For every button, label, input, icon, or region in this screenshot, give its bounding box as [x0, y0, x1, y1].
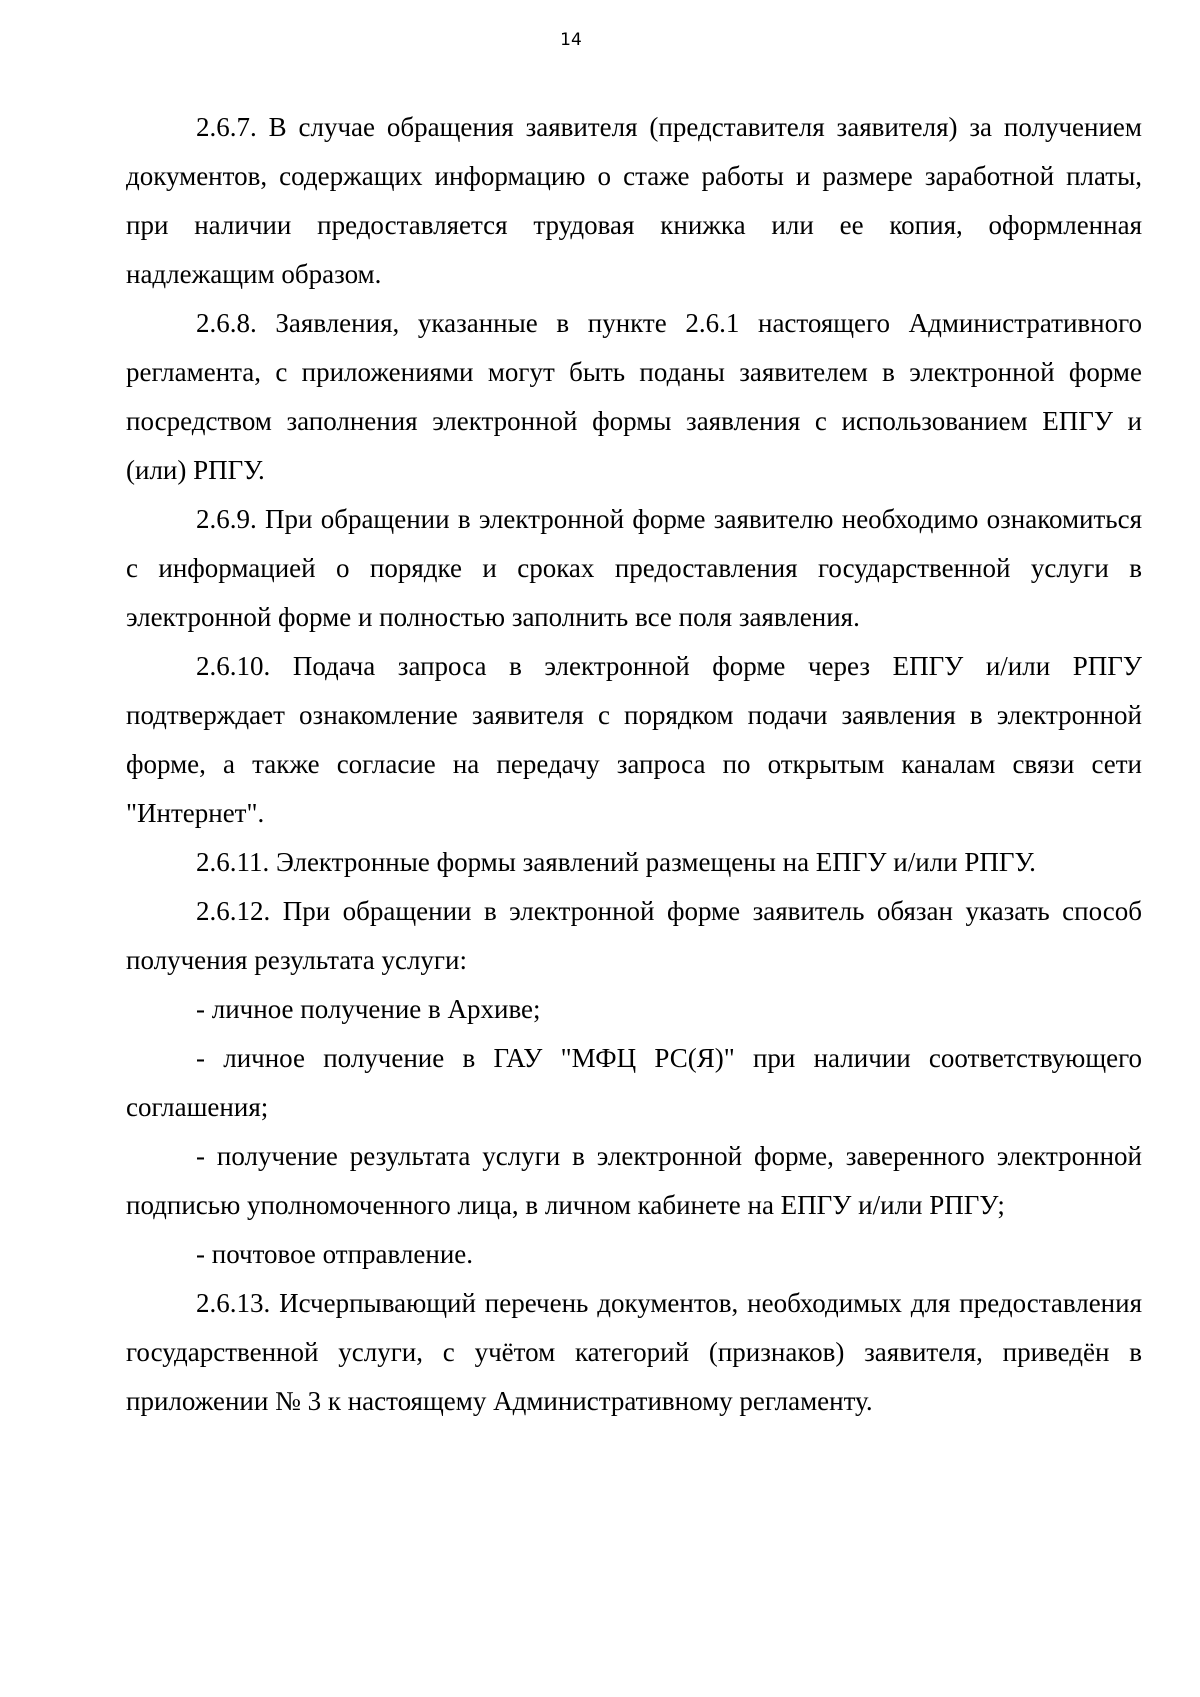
list-item-archive-pickup: - личное получение в Архиве;	[196, 994, 541, 1024]
list-item-electronic-result: - получение результата услуги в электронной форме, заверенного электронной подписью уполномоченного лица, в личном кабинете на ЕПГУ и/или РПГУ;	[126, 1141, 1142, 1220]
paragraph-2-6-7: 2.6.7. В случае обращения заявителя (представителя заявителя) за получением документов, содержащих информацию о стаже работы и размере заработной платы, при наличии предоставляется трудовая книжка или ее копия, оформленная надлежащим образом.	[126, 112, 1142, 289]
page-number: 14	[560, 30, 582, 50]
paragraph-2-6-9: 2.6.9. При обращении в электронной форме заявителю необходимо ознакомиться с информацией о порядке и сроках предоставления государственной услуги в электронной форме и полностью заполнить все поля заявления.	[126, 504, 1142, 632]
paragraph-2-6-12: 2.6.12. При обращении в электронной форме заявитель обязан указать способ получения результата услуги:	[126, 896, 1142, 975]
document-body	[126, 103, 1142, 1426]
paragraph-2-6-10: 2.6.10. Подача запроса в электронной форме через ЕПГУ и/или РПГУ подтверждает ознакомление заявителя с порядком подачи заявления в электронной форме, а также согласие на передачу запроса по открытым каналам связи сети "Интернет".	[126, 651, 1142, 828]
list-item-mfc-pickup: - личное получение в ГАУ "МФЦ РС(Я)" при наличии соответствующего соглашения;	[126, 1043, 1142, 1122]
paragraph-2-6-13: 2.6.13. Исчерпывающий перечень документов, необходимых для предоставления государственной услуги, с учётом категорий (признаков) заявителя, приведён в приложении № 3 к настоящему Административному регламенту.	[126, 1288, 1142, 1416]
paragraph-2-6-11: 2.6.11. Электронные формы заявлений размещены на ЕПГУ и/или РПГУ.	[196, 847, 1036, 877]
list-item-postal-delivery: - почтовое отправление.	[196, 1239, 474, 1269]
paragraph-2-6-8: 2.6.8. Заявления, указанные в пункте 2.6.1 настоящего Административного регламента, с приложениями могут быть поданы заявителем в электронной форме посредством заполнения электронной формы заявления с использованием ЕПГУ и (или) РПГУ.	[126, 308, 1142, 485]
